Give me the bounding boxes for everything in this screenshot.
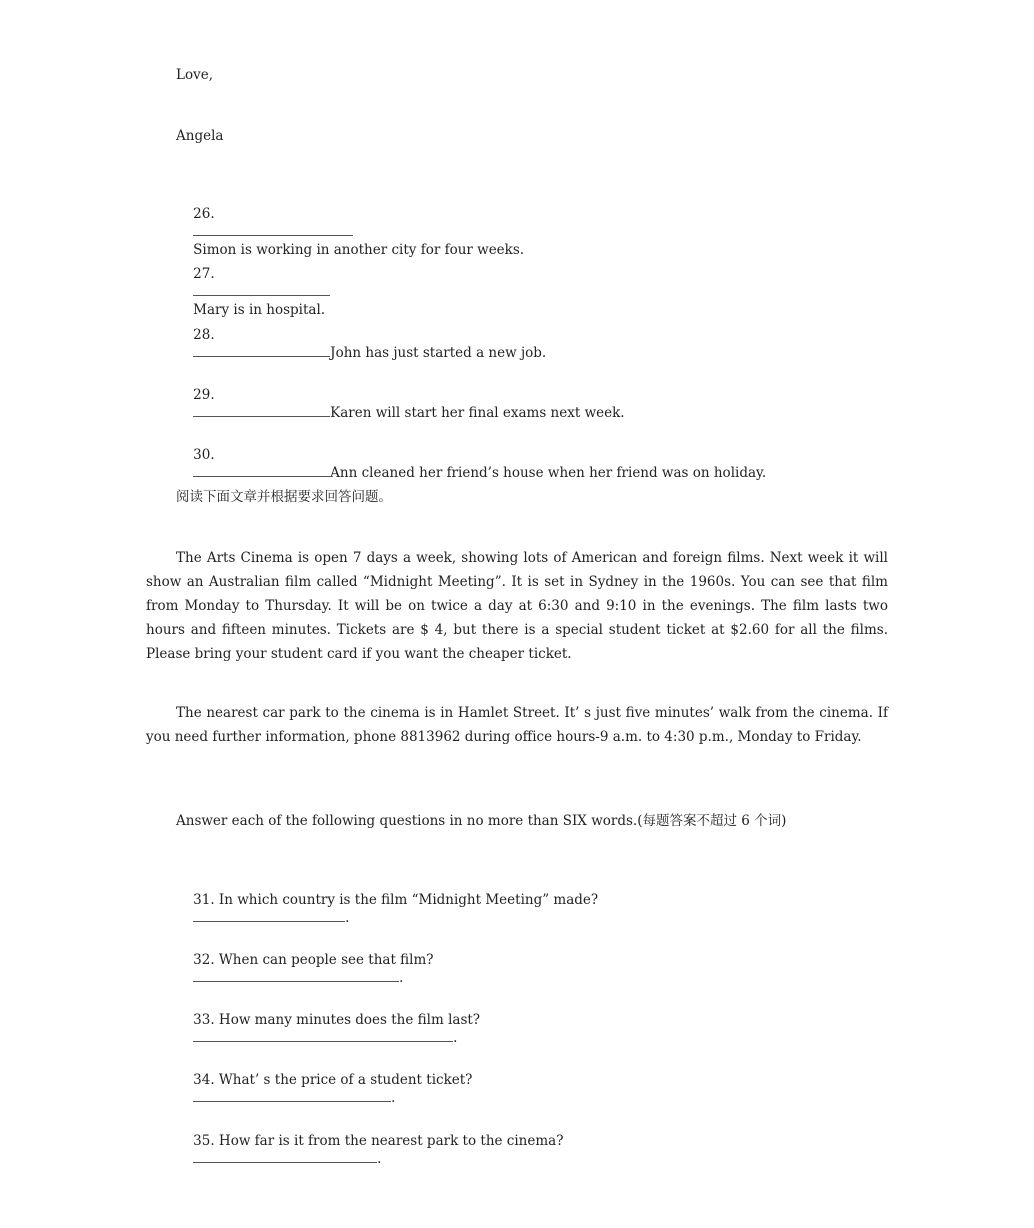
- item-text: Ann cleaned her friend’s house when her friend was on holiday.: [330, 465, 767, 481]
- item-number: 26.: [193, 206, 215, 222]
- answer-blank[interactable]: [193, 223, 353, 236]
- letter-signature: Angela: [176, 128, 224, 144]
- question-35: [176, 1114, 563, 1186]
- item-text: Karen will start her final exams next week.: [330, 405, 625, 421]
- answer-blank[interactable]: [193, 1089, 391, 1102]
- answer-blank[interactable]: [193, 969, 399, 982]
- question-label: 32. When can people see that film?: [193, 952, 434, 968]
- answer-blank[interactable]: [193, 404, 330, 417]
- item-text: Mary is in hospital.: [193, 302, 326, 318]
- answer-blank[interactable]: [193, 1150, 377, 1163]
- answer-blank[interactable]: [193, 1029, 453, 1042]
- item-text: John has just started a new job.: [330, 345, 547, 361]
- passage-paragraph-2: The nearest car park to the cinema is in Hamlet Street. It’ s just five minutes’ walk from the cinema. If you need further information, phone 8813962 during office hours-9 a.m. to 4:30 p.m., Monday to Friday.: [146, 705, 888, 745]
- item-number: 29.: [193, 387, 215, 403]
- question-end: .: [453, 1030, 458, 1046]
- question-end: .: [399, 970, 404, 986]
- question-instruction: Answer each of the following questions in no more than SIX words.(每题答案不超过 6 个词): [176, 813, 787, 829]
- question-label: 34. What’ s the price of a student ticket?: [193, 1072, 473, 1088]
- item-number: 30.: [193, 447, 215, 463]
- question-label: 33. How many minutes does the film last?: [193, 1012, 481, 1028]
- question-end: .: [377, 1151, 382, 1167]
- reading-heading: 阅读下面文章并根据要求回答问题。: [176, 489, 392, 505]
- question-label: 31. In which country is the film “Midnight Meeting” made?: [193, 892, 599, 908]
- answer-blank[interactable]: [193, 283, 330, 296]
- question-label: 35. How far is it from the nearest park to the cinema?: [193, 1133, 564, 1149]
- passage-paragraph-1: The Arts Cinema is open 7 days a week, showing lots of American and foreign films. Next week it will show an Australian film called “Midnight Meeting”. It is set in Sydney in the 1960s. You can see that film from Monday to Thursday. It will be on twice a day at 6:30 and 9:10 in the evenings. The film lasts two hours and fifteen minutes. Tickets are $ 4, but there is a special student ticket at $2.60 for all the films. Please bring your student card if you want the cheaper ticket.: [146, 550, 888, 662]
- question-end: .: [345, 910, 350, 926]
- answer-blank[interactable]: [193, 464, 330, 477]
- question-end: .: [391, 1090, 396, 1106]
- letter-closing: Love,: [176, 67, 213, 83]
- item-text: Simon is working in another city for four weeks.: [193, 242, 525, 258]
- item-number: 27.: [193, 266, 215, 282]
- answer-blank[interactable]: [193, 344, 330, 357]
- item-number: 28.: [193, 327, 215, 343]
- answer-blank[interactable]: [193, 909, 345, 922]
